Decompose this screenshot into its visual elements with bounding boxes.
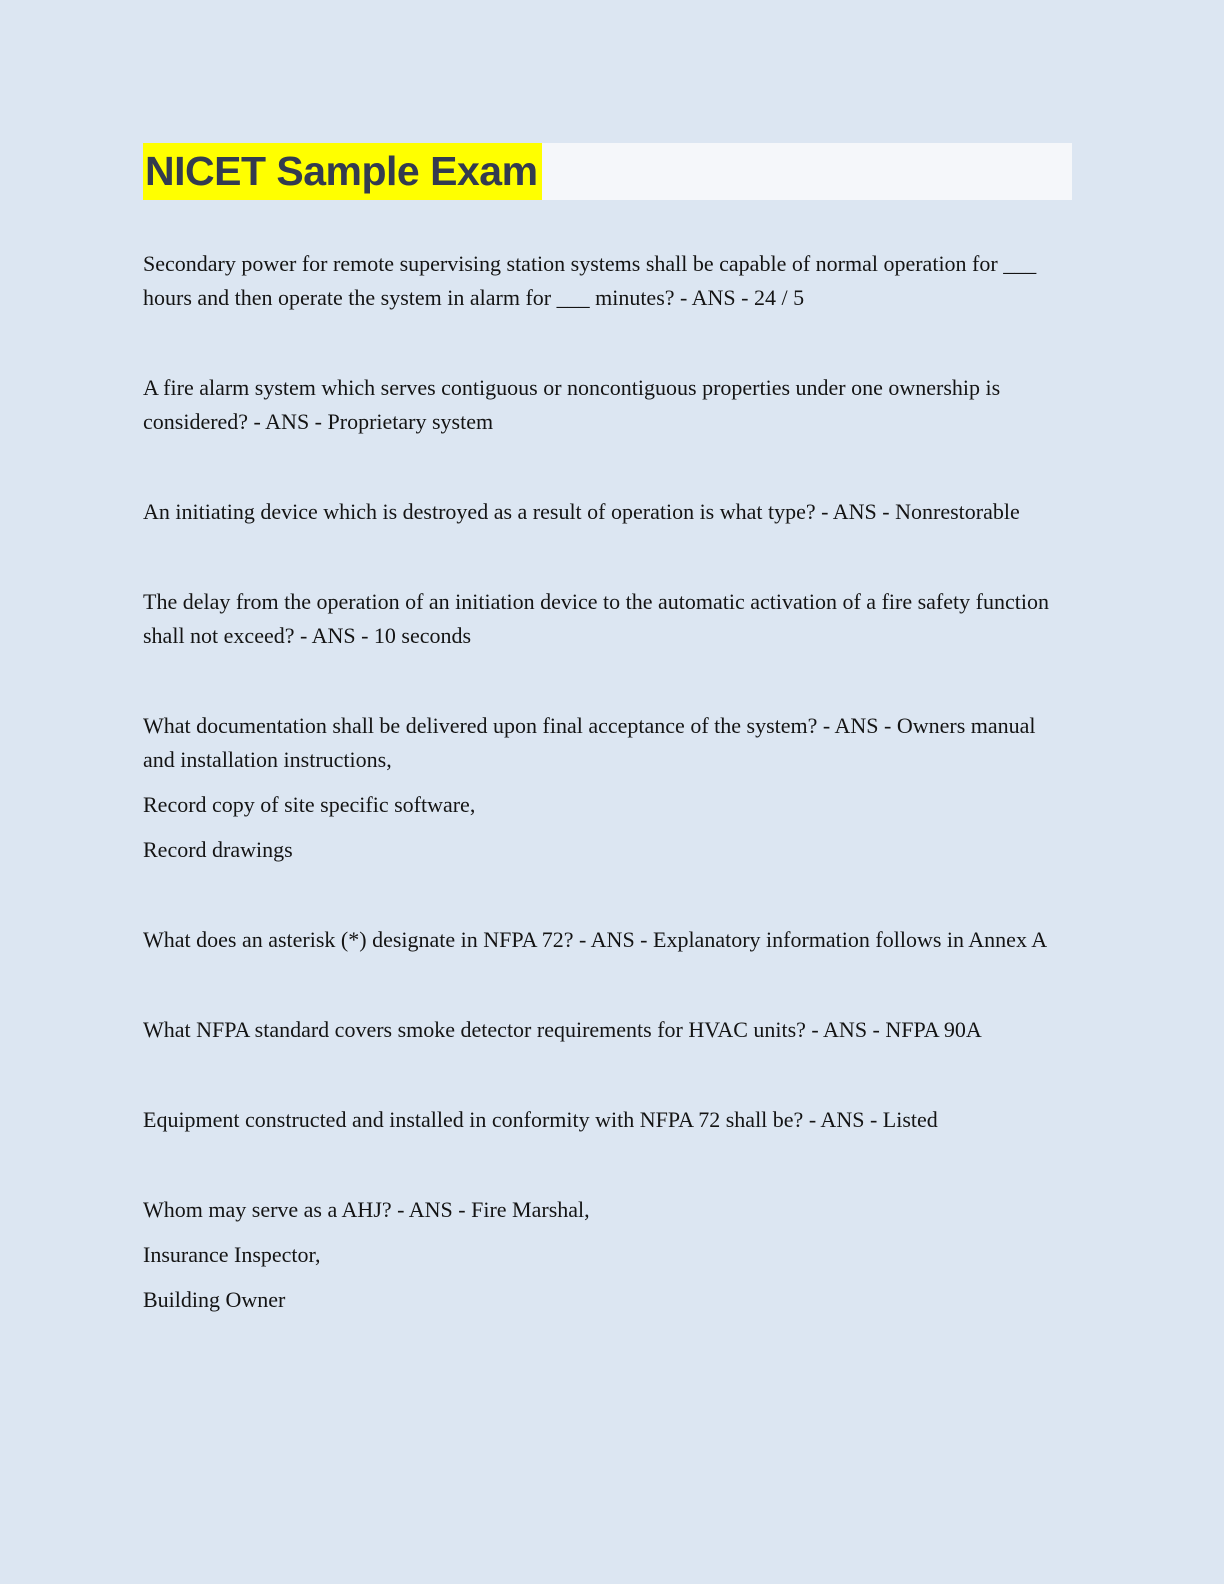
qa-paragraph: Insurance Inspector, [143, 1242, 321, 1267]
qa-paragraph: The delay from the operation of an initiation device to the automatic activation of a fire safety function shall not exceed? - ANS - 10 seconds [143, 589, 1049, 648]
qa-block [143, 371, 1072, 439]
qa-block [143, 1193, 1072, 1317]
page-title: NICET Sample Exam [145, 148, 538, 194]
qa-paragraph: Secondary power for remote supervising station systems shall be capable of normal operation for ___ hours and then operate the system in alarm for ___ minutes? - ANS - 24 / 5 [143, 251, 1037, 310]
qa-paragraph: Building Owner [143, 1287, 286, 1312]
document-body [143, 247, 1072, 1317]
qa-paragraph: Record copy of site specific software, [143, 792, 476, 817]
qa-block [143, 585, 1072, 653]
qa-paragraph: What NFPA standard covers smoke detector requirements for HVAC units? - ANS - NFPA 90A [143, 1017, 982, 1042]
qa-paragraph: Equipment constructed and installed in conformity with NFPA 72 shall be? - ANS - Listed [143, 1107, 938, 1132]
qa-paragraph: Record drawings [143, 837, 293, 862]
qa-paragraph: Whom may serve as a AHJ? - ANS - Fire Marshal, [143, 1197, 590, 1222]
qa-block [143, 247, 1072, 315]
qa-paragraph: An initiating device which is destroyed as a result of operation is what type? - ANS - Nonrestorable [143, 499, 1020, 524]
qa-paragraph: What documentation shall be delivered upon final acceptance of the system? - ANS - Owners manual and installation instructions, [143, 713, 1036, 772]
qa-block [143, 495, 1072, 529]
qa-block [143, 923, 1072, 957]
qa-block [143, 1013, 1072, 1047]
title-bar [143, 143, 1072, 200]
qa-block [143, 1103, 1072, 1137]
qa-block [143, 709, 1072, 867]
title-highlight [143, 143, 542, 200]
qa-paragraph: A fire alarm system which serves contiguous or noncontiguous properties under one ownership is considered? - ANS - Proprietary system [143, 375, 1001, 434]
qa-paragraph: What does an asterisk (*) designate in NFPA 72? - ANS - Explanatory information follows in Annex A [143, 927, 1048, 952]
